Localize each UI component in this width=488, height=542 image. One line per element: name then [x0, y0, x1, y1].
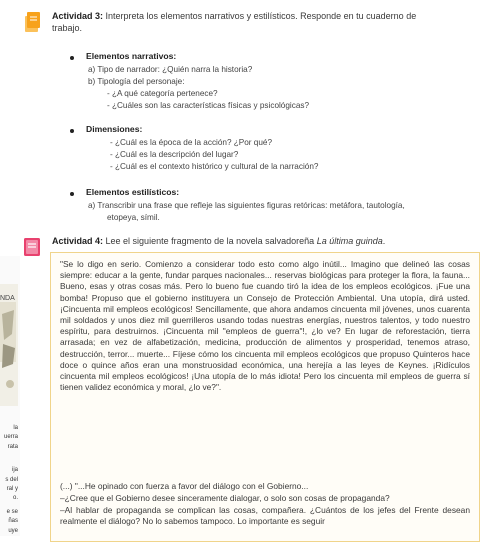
- side-fragment: ral y: [6, 486, 18, 492]
- side-fragment: uye: [8, 528, 18, 534]
- quote-paragraph-2: (...) "...He opinado con fuerza a favor del diálogo con el Gobierno...: [60, 481, 309, 491]
- narrativos-item-b1: - ¿A qué categoría pertenece?: [107, 89, 218, 98]
- side-fragment: ñas: [8, 518, 18, 524]
- activity-4-text: Lee el siguiente fragmento de la novela salvadoreña: [105, 236, 315, 246]
- activity-3-text: Interpreta los elementos narrativos y estilísticos. Responde en tu cuaderno de: [105, 11, 417, 21]
- side-fragment: uerra: [3, 434, 18, 440]
- pencil-icon: [22, 10, 42, 34]
- side-fragment: ija: [11, 467, 18, 473]
- narrativos-item-b2: - ¿Cuáles son las características físicas y psicológicas?: [107, 101, 310, 110]
- estilisticos-item-a: a) Transcribir una frase que refleje las siguientes figuras retóricas: metáfora, tautología,: [88, 201, 405, 210]
- side-fragment: o.: [12, 495, 18, 501]
- estilisticos-item-a2: etopeya, símil.: [107, 213, 160, 222]
- bullet: [70, 192, 74, 196]
- bullet: [70, 129, 74, 133]
- activity-4-instruction: [52, 236, 482, 248]
- activity-3-text2: trabajo.: [52, 22, 83, 33]
- bullet: [70, 56, 74, 60]
- activity-3-instruction: [52, 11, 482, 34]
- dimensiones-item-3: - ¿Cuál es el contexto histórico y cultural de la narración?: [110, 162, 319, 171]
- book-cover-illustration: [0, 284, 18, 406]
- activity-3-label: Actividad 3:: [52, 11, 104, 21]
- narrativos-heading: Elementos narrativos:: [86, 51, 177, 61]
- side-fragment: e se: [6, 509, 18, 515]
- side-fragment: s del: [5, 477, 18, 483]
- activity-4-end: .: [382, 236, 386, 246]
- svg-text:NDA: NDA: [0, 295, 15, 302]
- quote-paragraph-3: –¿Cree que el Gobierno desee sinceramente dialogar, o solo son cosas de propaganda?: [60, 493, 390, 503]
- book-title: La última guinda: [316, 236, 383, 246]
- activity-4-label: Actividad 4:: [52, 236, 104, 246]
- dimensiones-item-2: - ¿Cuál es la descripción del lugar?: [110, 150, 239, 159]
- side-fragment: rata: [7, 444, 18, 450]
- quote-paragraph-1: "Se lo digo en serio. Comienzo a considerar todo esto como algo inútil... Imagino que delineó las cosas siempre: educar a la gente, fundar parques nacionales... reservas biológicas para proteger la flora, la fauna... Bueno, esas y otras cosas más. Pero lo bueno fue cuando tiró la idea de los empleos ecológicos. ¡Fue una bomba! Propuso que el gobierno instituyera un Consejo de Protección Ambiental. Una utopía, dirá usted. ¡Cincuenta mil empleos ecológicos! Sencillamente, que ahora andamos cincuenta mil jóvenes, unos cuarenta mil soldados y unos diez mil guerrilleros usando todas nuestras energías, nuestros talentos, y todo nuestro espíritu, para destruirnos. ¡Cincuenta mil "empleos de guerra"!, ¿lo ve? En lugar de reforestación, tierra arrasada; en vez de alfabetización, medicina, producción de alimentos y prosperidad, tenemos atraso, destrucción, terror... muerte... Fíjese cómo los cincuenta mil empleos ecológicos que propuso Quinteros hace doce o quince años eran una monstruosidad económica, una herejía a las leyes de Keynes. ¡Ridículos cincuenta mil empleos ecológicos! ¡Una utopía de lo más idiota! Pero los cincuenta mil empleos de guerra sí tienen validez económica y moral, ¿lo ve?".: [60, 259, 470, 393]
- estilisticos-heading: Elementos estilísticos:: [86, 187, 180, 197]
- narrativos-item-a: a) Tipo de narrador: ¿Quién narra la historia?: [88, 65, 253, 74]
- book-icon: [22, 236, 42, 258]
- quote-paragraph-4: –Al hablar de propaganda se complican las cosas, compañera. ¿Cuántos de los jefes del Frente desean realmente el diálogo? No lo sabemos tampoco. Lo importante es seguir: [60, 505, 470, 527]
- dimensiones-item-1: - ¿Cuál es la época de la acción? ¿Por qué?: [110, 138, 273, 147]
- narrativos-item-b: b) Tipología del personaje:: [88, 77, 185, 86]
- dimensiones-heading: Dimensiones:: [86, 124, 143, 134]
- side-fragment: la: [13, 425, 18, 431]
